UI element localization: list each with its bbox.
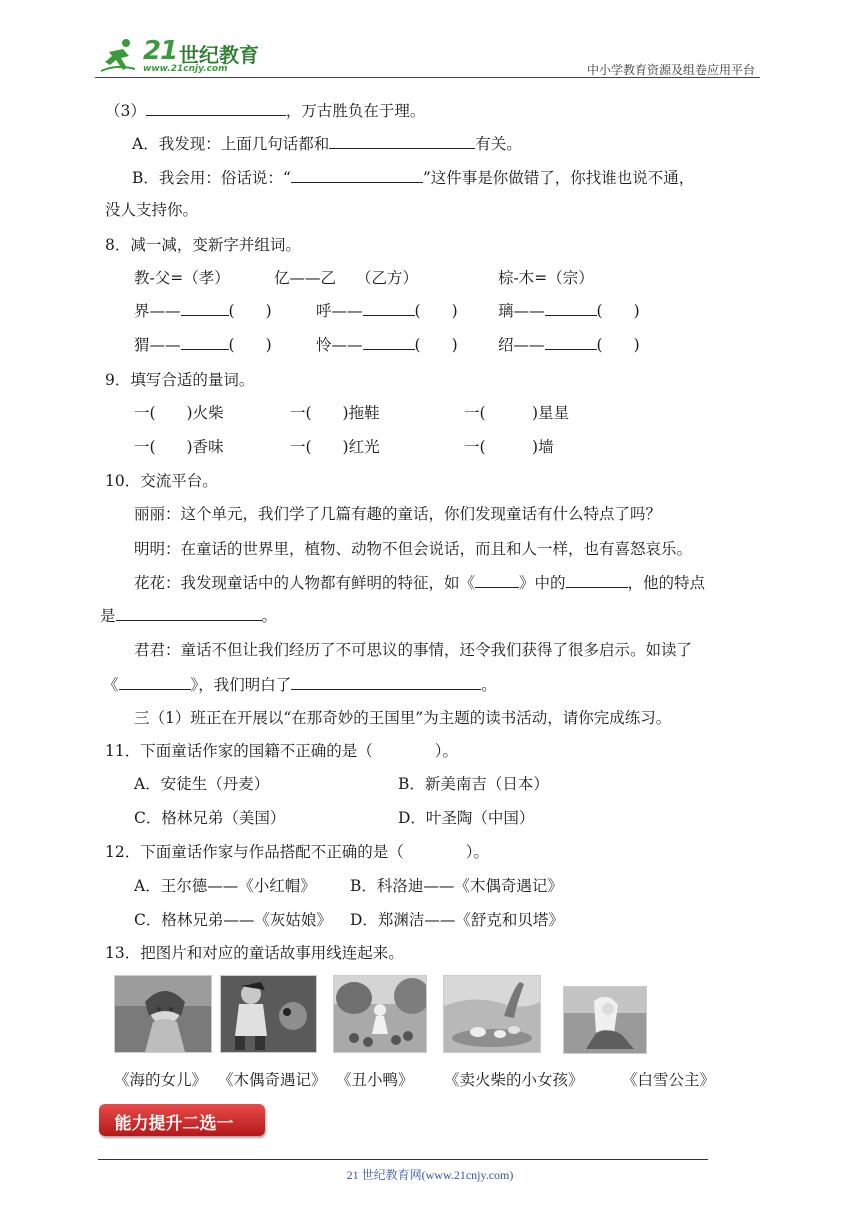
snow-white-image[interactable] [333, 975, 427, 1053]
question-title: 12．下面童话作家与作品搭配不正确的是（ ）。 [105, 843, 489, 861]
option-a[interactable]: A．王尔德——《小红帽》 [134, 877, 316, 895]
answer-blank[interactable] [363, 335, 415, 350]
answer-blank[interactable] [545, 301, 597, 316]
question-title: 13．把图片和对应的童话故事用线连起来。 [105, 944, 404, 962]
example-item: 棕-木=（宗） [498, 269, 594, 287]
fill-item: 绍—— ( ) [498, 336, 640, 354]
example-item: （乙方） [356, 269, 419, 287]
answer-blank[interactable] [291, 675, 481, 690]
answer-blank[interactable] [116, 606, 262, 621]
fill-item: 呼—— ( ) [316, 302, 458, 320]
fill-item[interactable]: 一( )拖鞋 [290, 404, 380, 422]
fill-item[interactable]: 一( )星星 [464, 404, 570, 422]
page-footer[interactable]: 21 世纪教育网(www.21cnjy.com) [346, 1168, 514, 1182]
question-title: 11．下面童话作家的国籍不正确的是（ ）。 [105, 742, 458, 760]
question-line: B．我会用：俗话说：“ ”这件事是你做错了，你找谁也说不通， [132, 169, 695, 187]
question-line: A．我发现：上面几句话都和 有关。 [132, 135, 522, 153]
fill-item: 璃—— ( ) [498, 302, 640, 320]
fill-item[interactable]: 一( )红光 [290, 438, 380, 456]
caption-sea-daughter[interactable]: 《海的女儿》 [114, 1071, 208, 1089]
dialogue-line: 君君：童话不但让我们经历了不可思议的事情，还令我们获得了很多启示。如读了 [134, 641, 693, 659]
caption-match-girl[interactable]: 《卖火柴的小女孩》 [444, 1071, 584, 1089]
footer-divider [98, 1159, 708, 1160]
dialogue-line: 《 》，我们明白了 。 [103, 676, 497, 694]
caption-snow-white[interactable]: 《白雪公主》 [622, 1071, 716, 1089]
question-line: 没人支持你。 [105, 201, 199, 219]
section-intro: 三（1）班正在开展以“在那奇妙的王国里”为主题的读书活动，请你完成练习。 [134, 709, 672, 727]
option-d[interactable]: D．叶圣陶（中国） [398, 809, 535, 827]
answer-blank[interactable] [181, 335, 229, 350]
dialogue-line: 明明：在童话的世界里，植物、动物不但会说话，而且和人一样，也有喜怒哀乐。 [134, 540, 693, 558]
question-line: （3） ，万古胜负在于理。 [105, 102, 426, 120]
answer-blank[interactable] [181, 301, 229, 316]
section-badge [99, 1104, 265, 1136]
pinocchio-image[interactable] [220, 975, 317, 1053]
logo-name: 世纪教育 [179, 43, 259, 67]
answer-blank[interactable] [291, 168, 423, 183]
answer-blank[interactable] [329, 134, 475, 149]
answer-blank[interactable] [545, 335, 597, 350]
little-mermaid-image[interactable] [563, 986, 647, 1054]
fill-item[interactable]: 一( )香味 [134, 438, 224, 456]
dialogue-line: 花花：我发现童话中的人物都有鲜明的特征，如《 》中的 ，他的特点 [134, 574, 706, 592]
answer-blank[interactable] [566, 573, 628, 588]
answer-blank[interactable] [119, 675, 191, 690]
answer-blank[interactable] [475, 573, 519, 588]
question-title: 9．填写合适的量词。 [105, 371, 255, 389]
dialogue-line: 是 。 [100, 607, 278, 625]
answer-blank[interactable] [363, 301, 415, 316]
platform-name: 中小学教育资源及组卷应用平台 [586, 63, 755, 77]
fill-item: 怜—— ( ) [316, 336, 458, 354]
option-c[interactable]: C．格林兄弟——《灰姑娘》 [134, 911, 332, 929]
dialogue-line: 丽丽：这个单元，我们学了几篇有趣的童话，你们发现童话有什么特点了吗？ [134, 505, 662, 523]
option-c[interactable]: C．格林兄弟（美国） [134, 809, 286, 827]
fill-item: 猬—— ( ) [134, 336, 272, 354]
example-item: 教-父=（孝） [134, 269, 230, 287]
badge-label: 能力提升二选一 [114, 1114, 234, 1134]
option-b[interactable]: B．科洛迪——《木偶奇遇记》 [350, 877, 563, 895]
fill-item[interactable]: 一( )火柴 [134, 404, 224, 422]
question-title: 8．减一减，变新字并组词。 [105, 236, 301, 254]
header-divider [95, 77, 760, 78]
little-match-girl-image[interactable] [114, 975, 212, 1053]
logo-url: www.21cnjy.com [143, 64, 228, 74]
option-d[interactable]: D．郑渊洁——《舒克和贝塔》 [350, 911, 564, 929]
answer-blank[interactable] [146, 101, 286, 116]
page-header [95, 32, 760, 80]
site-logo[interactable] [95, 32, 265, 76]
ugly-duckling-image[interactable] [443, 975, 541, 1053]
fill-item: 界—— ( ) [134, 302, 272, 320]
caption-pinocchio[interactable]: 《木偶奇遇记》 [218, 1071, 327, 1089]
fill-item[interactable]: 一( )墙 [464, 438, 554, 456]
logo-number: 21 [143, 36, 178, 66]
example-item: 亿——乙 [274, 269, 337, 287]
caption-ugly-duckling[interactable]: 《丑小鸭》 [336, 1071, 414, 1089]
option-b[interactable]: B．新美南吉（日本） [398, 775, 549, 793]
option-a[interactable]: A．安徒生（丹麦） [134, 775, 270, 793]
runner-icon [99, 38, 139, 74]
question-title: 10．交流平台。 [105, 472, 218, 490]
